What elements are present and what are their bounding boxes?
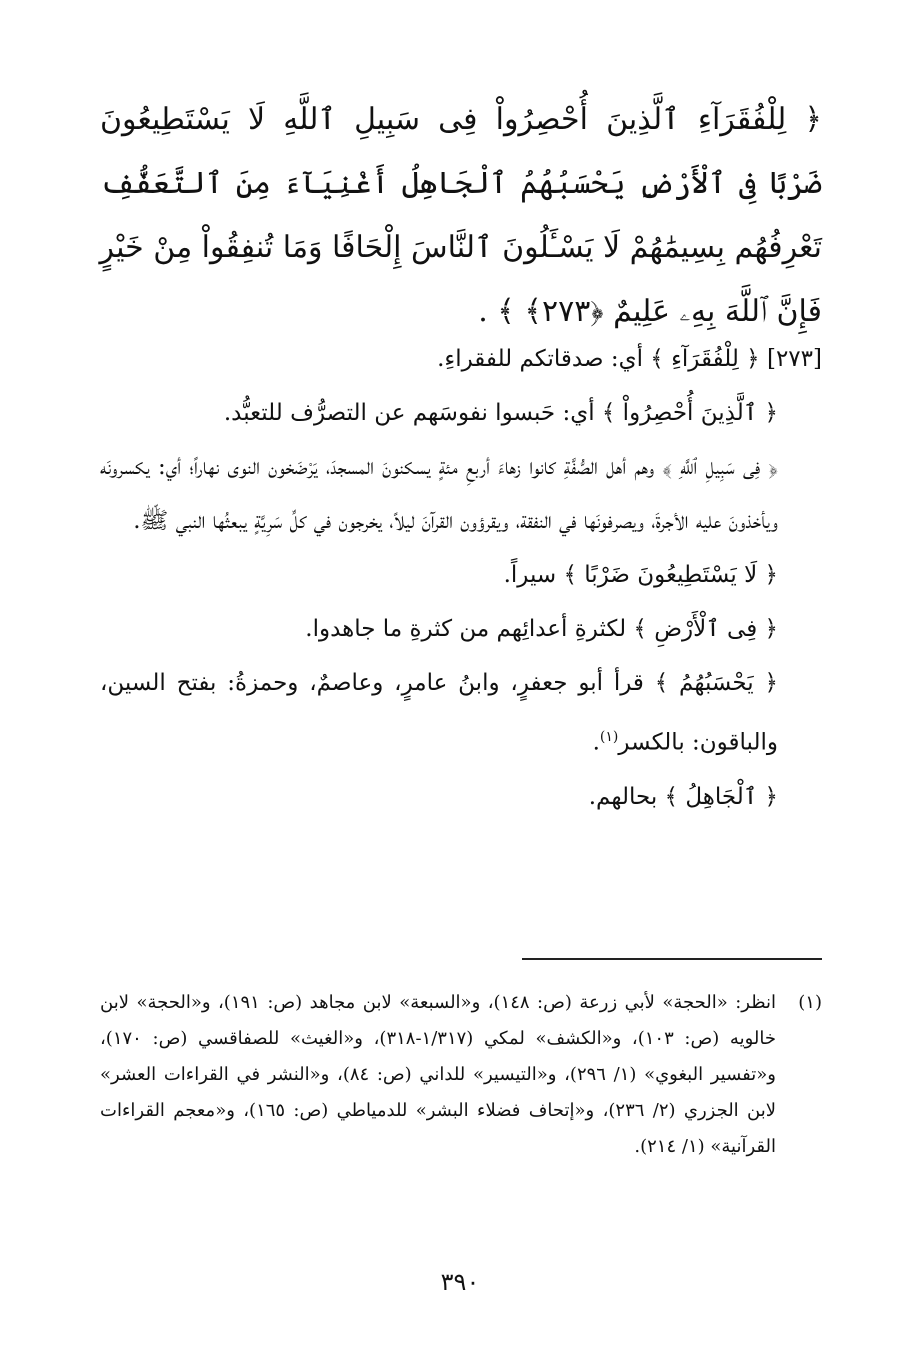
tafsir-paragraph xyxy=(100,332,822,386)
verse-number: [٢٧٣] xyxy=(766,346,822,372)
verse-line: تَعْرِفُهُم بِسِيمَٰهُمْ لَا يَسْـَٔلُونَ ٱلنَّاسَ إِلْحَافًا وَمَا تُنفِقُواْ مِنْ خَيْرٍ xyxy=(99,230,822,265)
footnote-marker[interactable]: (١) xyxy=(599,729,619,745)
verse-line: فَإِنَّ ٱللَّهَ بِهِۦ عَلِيمٌ ﴿٢٧٣﴾ ﴾ . xyxy=(478,294,822,329)
verse-line: ضَرْبًا فِى ٱلْأَرْضِ يَحْسَبُهُمُ ٱلْجَاهِلُ أَغْنِيَآءَ مِنَ ٱلتَّعَفُّفِ xyxy=(100,166,822,201)
tafsir-text: ﴿ لِلْفُقَرَآءِ ﴾ أي: صدقاتكم للفقراءِ. xyxy=(437,346,760,372)
tafsir-text: ﴿ لَا يَسْتَطِيعُونَ ضَرْبًا ﴾ سيراً. xyxy=(503,562,778,588)
footnotes xyxy=(100,985,822,1165)
tafsir-text: ﴿ فِى ٱلْأَرْضِ ﴾ لكثرةِ أعدائِهم من كثرةِ ما جاهدوا. xyxy=(305,616,778,642)
page-number: ٣٩٠ xyxy=(440,1268,480,1296)
tafsir-body xyxy=(100,332,822,824)
verse-line: ﴿ لِلْفُقَرَآءِ ٱلَّذِينَ أُحْصِرُواْ فِى سَبِيلِ ٱللَّهِ لَا يَسْتَطِيعُونَ xyxy=(100,102,822,137)
tafsir-text: ﴿ ٱلَّذِينَ أُحْصِرُواْ ﴾ أي: حَبسوا نفوسَهم عن التصرُّف للتعبُّد. xyxy=(223,400,778,426)
tafsir-paragraph xyxy=(100,548,822,602)
quran-verse xyxy=(100,88,822,344)
footnote xyxy=(100,985,822,1165)
tafsir-text: ﴿ ٱلْجَاهِلُ ﴾ بحالهم. xyxy=(588,783,778,810)
tafsir-paragraph xyxy=(100,656,822,770)
footnote-number: (١) xyxy=(798,992,822,1013)
tafsir-paragraph xyxy=(100,770,822,824)
tafsir-text: ﴿ فِى سَبِيلِ ٱللَّهِ ﴾ وهم أهل الصُّفَّةِ كانوا زهاءَ أربعِ مئةٍ يسكنونَ المسجدَ، يَرْضَخون النوى نهاراً؛ أي: يكسرونَه ويأخذونَ عليه الأجرةَ، ويصرفونَها في النفقة، ويقرؤون القرآنَ ليلاً، يخرجون في كلِّ سَرِيَّةٍ يبعثُها النبي ﷺ. xyxy=(100,454,778,534)
tafsir-paragraph xyxy=(100,440,822,548)
tafsir-text-tail: . xyxy=(592,729,600,756)
tafsir-paragraph xyxy=(100,602,822,656)
footnote-text: انظر: «الحجة» لأبي زرعة (ص: ١٤٨)، و«السبعة» لابن مجاهد (ص: ١٩١)، و«الحجة» لابن خالويه (ص: ١٠٣)، و«الكشف» لمكي (١/٣١٧-٣١٨)، و«الغيث» للصفاقسي (ص: ١٧٠)، و«تفسير البغوي» (١/ ٢٩٦)، و«التيسير» للداني (ص: ٨٤)، و«النشر في القراءات العشر» لابن الجزري (٢/ ٢٣٦)، و«إتحاف فضلاء البشر» للدمياطي (ص: ١٦٥)، و«معجم القراءات القرآنية» (١/ ٢١٤). xyxy=(100,992,776,1157)
tafsir-text: ﴿ يَحْسَبُهُمُ ﴾ قرأ أبو جعفرٍ، وابنُ عامرٍ، وعاصمٌ، وحمزةُ: بفتح السين، والباقون: بالكسر xyxy=(100,670,778,756)
tafsir-paragraph xyxy=(100,386,822,440)
footnote-divider xyxy=(522,958,822,960)
